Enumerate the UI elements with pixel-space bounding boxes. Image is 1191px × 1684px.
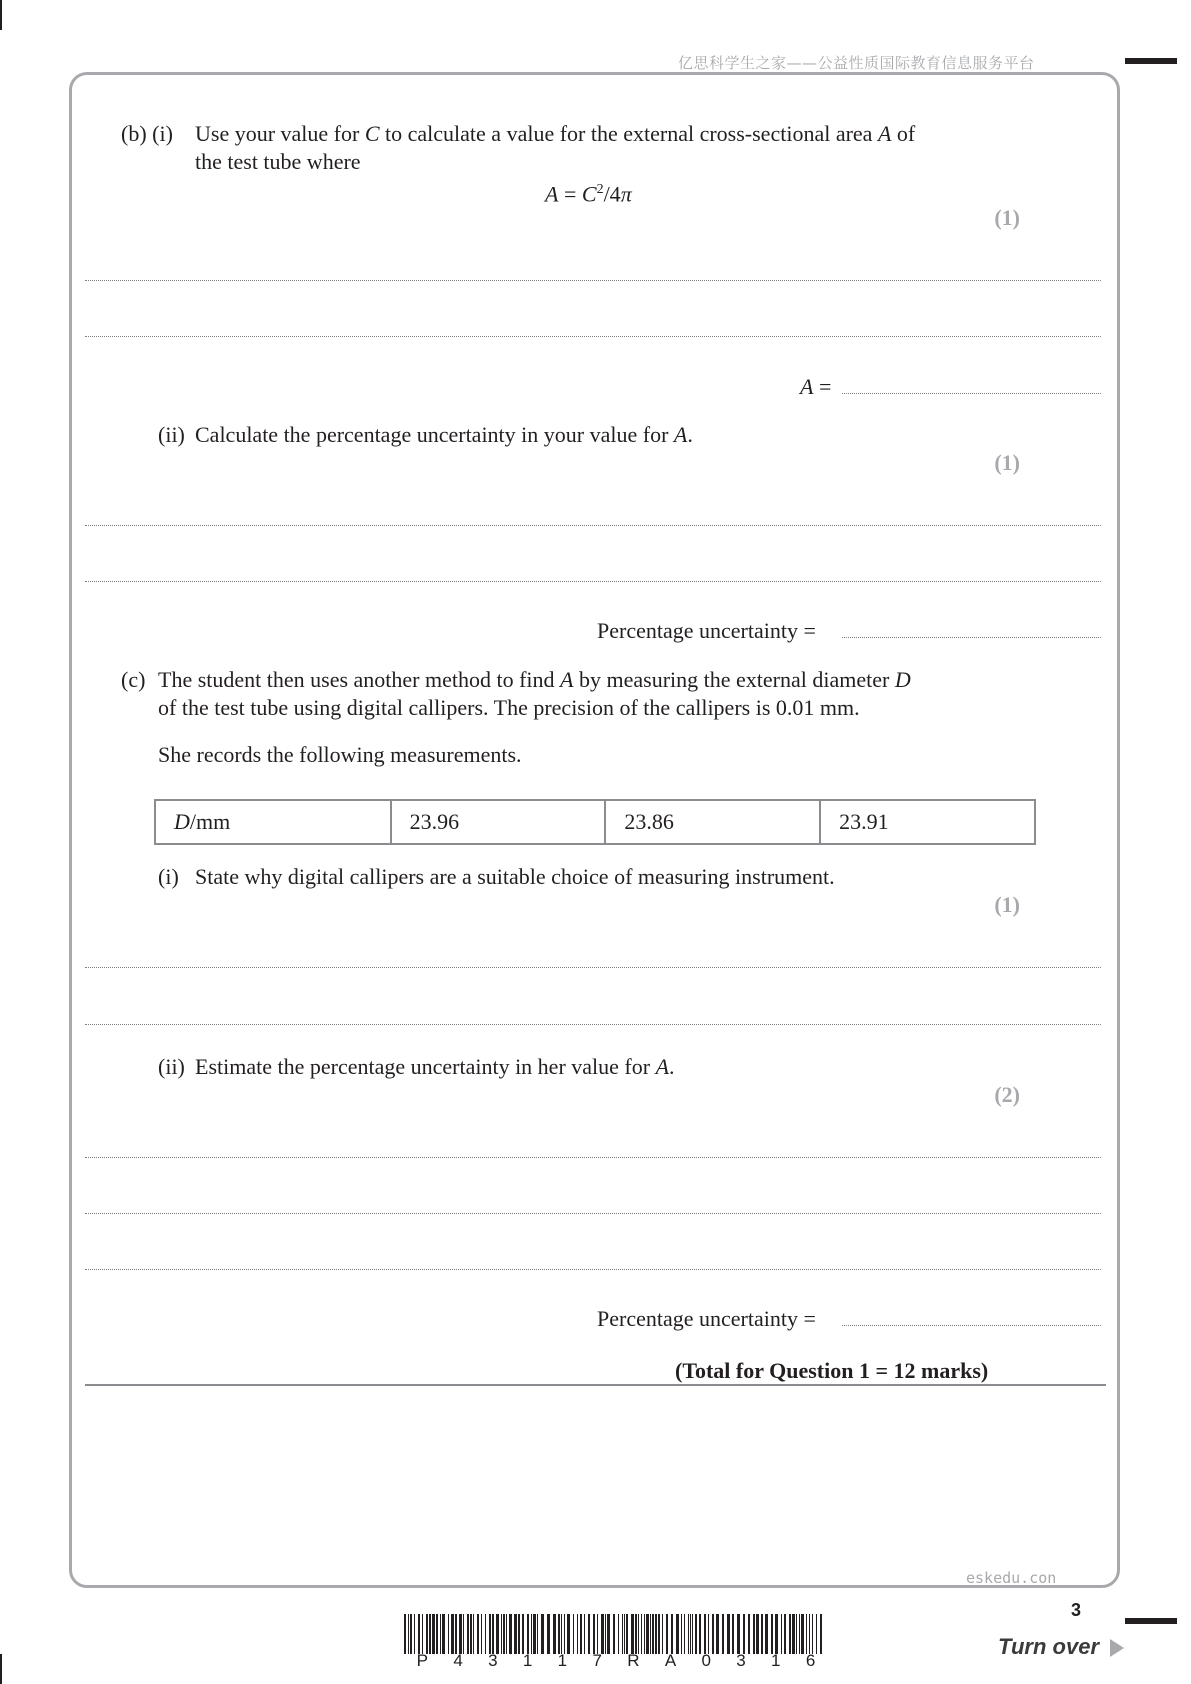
page-number: 3	[1071, 1600, 1082, 1620]
answer-line[interactable]	[85, 1213, 1101, 1214]
c-text-line2: of the test tube using digital callipers. The precision of the callipers is 0.01 mm.	[158, 695, 860, 720]
c-text-line3: She records the following measurements.	[158, 742, 522, 767]
barcode-digit: A	[664, 1651, 677, 1670]
barcode-digit: 4	[453, 1651, 463, 1670]
b-ii-label: (ii)	[158, 422, 185, 447]
answer-line[interactable]	[85, 525, 1101, 526]
b-i-text-line2: the test tube where	[195, 149, 361, 174]
b-ii-text: Calculate the percentage uncertainty in your value for A.	[195, 422, 693, 447]
barcode-digit: 0	[701, 1651, 711, 1670]
barcode-digit: R	[627, 1651, 640, 1670]
barcode	[404, 1614, 828, 1654]
formula: $A = C^2/4\pi$	[545, 181, 632, 207]
c-i-text: State why digital callipers are a suitable choice of measuring instrument.	[195, 864, 835, 889]
crop-mark-bottom-left	[0, 1654, 2, 1684]
c-ii-text: Estimate the percentage uncertainty in her value for A.	[195, 1054, 675, 1079]
answer-line[interactable]	[85, 1269, 1101, 1270]
barcode-digit: 3	[736, 1651, 746, 1670]
turn-over-label: Turn over	[997, 1634, 1099, 1659]
table-cell: 23.96	[391, 800, 606, 844]
answer-label-a: A =	[800, 374, 832, 399]
crop-mark-top-left	[0, 0, 2, 30]
answer-line[interactable]	[85, 1157, 1101, 1158]
percentage-uncertainty-label: Percentage uncertainty =	[597, 618, 816, 643]
barcode-digit: P	[416, 1651, 428, 1670]
arrow-right-icon	[1110, 1639, 1124, 1657]
percentage-uncertainty-label: Percentage uncertainty =	[597, 1306, 816, 1331]
marks-b-i: (1)	[994, 205, 1020, 230]
answer-line[interactable]	[85, 1024, 1101, 1025]
answer-field-percentage-uncertainty[interactable]	[842, 637, 1101, 638]
c-text-line1: The student then uses another method to find A by measuring the external diameter D	[158, 667, 911, 692]
b-i-label: (b) (i)	[121, 121, 173, 146]
crop-mark-bottom-right	[1125, 1618, 1177, 1624]
b-i-text-line1: Use your value for C to calculate a value for the external cross-sectional area A of	[195, 121, 916, 146]
answer-field-percentage-uncertainty[interactable]	[842, 1325, 1101, 1326]
c-label: (c)	[121, 667, 146, 692]
barcode-digit: 6	[805, 1651, 816, 1670]
measurements-table	[154, 799, 1036, 845]
answer-line[interactable]	[85, 581, 1101, 582]
table-cell: 23.91	[820, 800, 1035, 844]
table-row	[155, 800, 1035, 844]
answer-line[interactable]	[85, 280, 1101, 281]
watermark: 亿思科学生之家——公益性质国际教育信息服务平台	[678, 54, 1035, 72]
answer-line[interactable]	[85, 336, 1101, 337]
barcode-digit: 1	[771, 1651, 781, 1670]
site-watermark: eskedu.con	[966, 1569, 1057, 1587]
barcode-digit: 7	[592, 1651, 602, 1670]
marks-c-ii: (2)	[994, 1082, 1020, 1107]
barcode-digits	[404, 1651, 828, 1671]
barcode-digit: 3	[488, 1651, 498, 1670]
c-ii-label: (ii)	[158, 1054, 185, 1079]
c-i-label: (i)	[158, 864, 179, 889]
barcode-digit: 1	[557, 1651, 568, 1670]
barcode-digit: 1	[522, 1651, 533, 1670]
table-cell: 23.86	[605, 800, 820, 844]
table-header-cell: D/mm	[155, 800, 391, 844]
answer-field-a[interactable]	[842, 393, 1101, 394]
crop-mark-top-right	[1125, 58, 1177, 64]
marks-b-ii: (1)	[994, 450, 1020, 475]
marks-c-i: (1)	[994, 892, 1020, 917]
answer-line[interactable]	[85, 967, 1101, 968]
total-marks: (Total for Question 1 = 12 marks)	[675, 1358, 989, 1383]
divider	[85, 1384, 1106, 1386]
